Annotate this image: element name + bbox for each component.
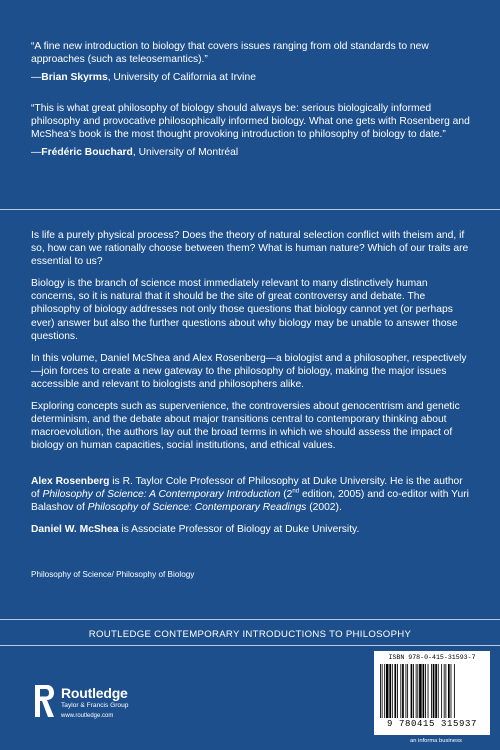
publisher-logo (33, 684, 133, 724)
divider-series-top (0, 619, 500, 620)
barcode-bar (428, 664, 429, 718)
barcode-bar (435, 664, 437, 718)
blurb (31, 229, 473, 461)
bio-text: is R. Taylor Cole Professor of Philosophy at Duke University. He is the author of (31, 476, 463, 501)
barcode-bar (431, 664, 432, 718)
subject-category: Philosophy of Science/ Philosophy of Biology (31, 570, 195, 579)
barcode-bar (406, 664, 407, 718)
barcode-bar (448, 664, 450, 718)
barcode-bars (380, 664, 484, 718)
bio-text: (2002). (306, 502, 342, 514)
barcode-bar (441, 664, 442, 718)
book-title: Philosophy of Science: A Contemporary Introduction (42, 489, 281, 501)
informa-tagline: an informa business (410, 738, 462, 744)
barcode-bar (438, 664, 439, 718)
quote-text: “This is what great philosophy of biology should always be: serious biologically informed philosophy and provocative philosophically informed biology. What one gets with Rosenberg and McShea’s book is the most thought provoking introduction to philosophy of biology to date.” (31, 103, 470, 140)
barcode-bar (413, 664, 414, 718)
barcode-bar (411, 664, 413, 718)
publisher-name: Routledge (61, 685, 128, 701)
barcode-bar (451, 664, 452, 718)
blurb-paragraph: Biology is the branch of science most immediately relevant to many distinctively human concerns, so it is natural that it should be the site of great controversy and debate. The philosophy of biology addresses not only those questions that biology cannot yet (or perhaps ever) answer but also the further questions about why biology may be unable to answer those questions. (31, 278, 458, 342)
endorser-name: Frédéric Bouchard (41, 147, 133, 158)
barcode-bar (444, 664, 445, 718)
series-title: ROUTLEDGE CONTEMPORARY INTRODUCTIONS TO PHILOSOPHY (88, 629, 412, 640)
endorsements (31, 40, 471, 159)
quote-text: “A fine new introduction to biology that covers issues ranging from old standards to new approaches (such as teleosemantics).” (31, 41, 429, 65)
barcode-bar (454, 664, 455, 718)
author-bios (31, 475, 473, 545)
divider-top (0, 209, 500, 210)
endorsement-quote (31, 102, 471, 159)
barcode (374, 651, 490, 735)
divider-series-bottom (0, 645, 500, 646)
barcode-bar (394, 664, 396, 718)
barcode-bar (423, 664, 425, 718)
endorser-affiliation: , University of Montréal (132, 147, 239, 158)
barcode-digits: 9 780415 315937 (386, 719, 477, 729)
barcode-bar (382, 664, 383, 718)
attribution-dash: — (31, 72, 42, 83)
barcode-bar (384, 664, 385, 718)
barcode-bar (433, 664, 435, 718)
barcode-bar (386, 664, 389, 718)
barcode-bar (397, 664, 398, 718)
bio-text: edition, 2005) and co-editor with Yuri Balashov of (31, 489, 469, 514)
bio-mcshea (31, 523, 473, 536)
barcode-bar (392, 664, 393, 718)
author-name: Daniel W. McShea (31, 524, 119, 536)
endorser-name: Brian Skyrms (41, 72, 108, 83)
author-name: Alex Rosenberg (31, 476, 110, 487)
ordinal-suffix: nd (292, 488, 300, 495)
blurb-paragraph: Exploring concepts such as supervenience, the controversies about genocentrism and genetic determinism, and the debate about major transitions central to contemporary thinking about macroevolution, the authors lay out the broad terms in which we should assess the impact of biology on human capacities, social institutions, and ethical values. (31, 401, 460, 452)
barcode-bar (380, 664, 381, 718)
publisher-group: Taylor & Francis Group (61, 702, 129, 709)
blurb-paragraph: In this volume, Daniel McShea and Alex Rosenberg—a biologist and a philosopher, respectively—join forces to create a new gateway to the philosophy of biology, making the major issues accessible and relevant to biologists and philosophers alike. (31, 352, 467, 390)
barcode-bar (419, 664, 422, 718)
bio-text: is Associate Professor of Biology at Duke University. (118, 524, 360, 536)
barcode-bar (407, 664, 408, 718)
barcode-bar (400, 664, 401, 718)
barcode-bar (417, 664, 418, 718)
barcode-bar (445, 664, 446, 718)
bio-text: (2 (280, 489, 293, 501)
routledge-mark-icon (33, 684, 55, 718)
quote-attribution (31, 71, 471, 84)
blurb-paragraph: Is life a purely physical process? Does the theory of natural selection conflict with theism and, if so, how can we rationally choose between them? What is human nature? Which of our traits are essential to us? (31, 230, 469, 268)
barcode-bar (416, 664, 417, 718)
isbn-text: ISBN 978-0-415-31593-7 (388, 654, 476, 661)
barcode-bar (425, 664, 426, 718)
barcode-bar (389, 664, 391, 718)
barcode-bar (402, 664, 404, 718)
quote-attribution (31, 146, 471, 159)
book-title: Philosophy of Science: Contemporary Readings (87, 502, 307, 514)
publisher-website: www.routledge.com (61, 713, 114, 719)
attribution-dash: — (31, 147, 42, 158)
endorsement-quote (31, 40, 471, 84)
bio-rosenberg (31, 475, 473, 514)
endorser-affiliation: , University of California at Irvine (107, 72, 256, 83)
